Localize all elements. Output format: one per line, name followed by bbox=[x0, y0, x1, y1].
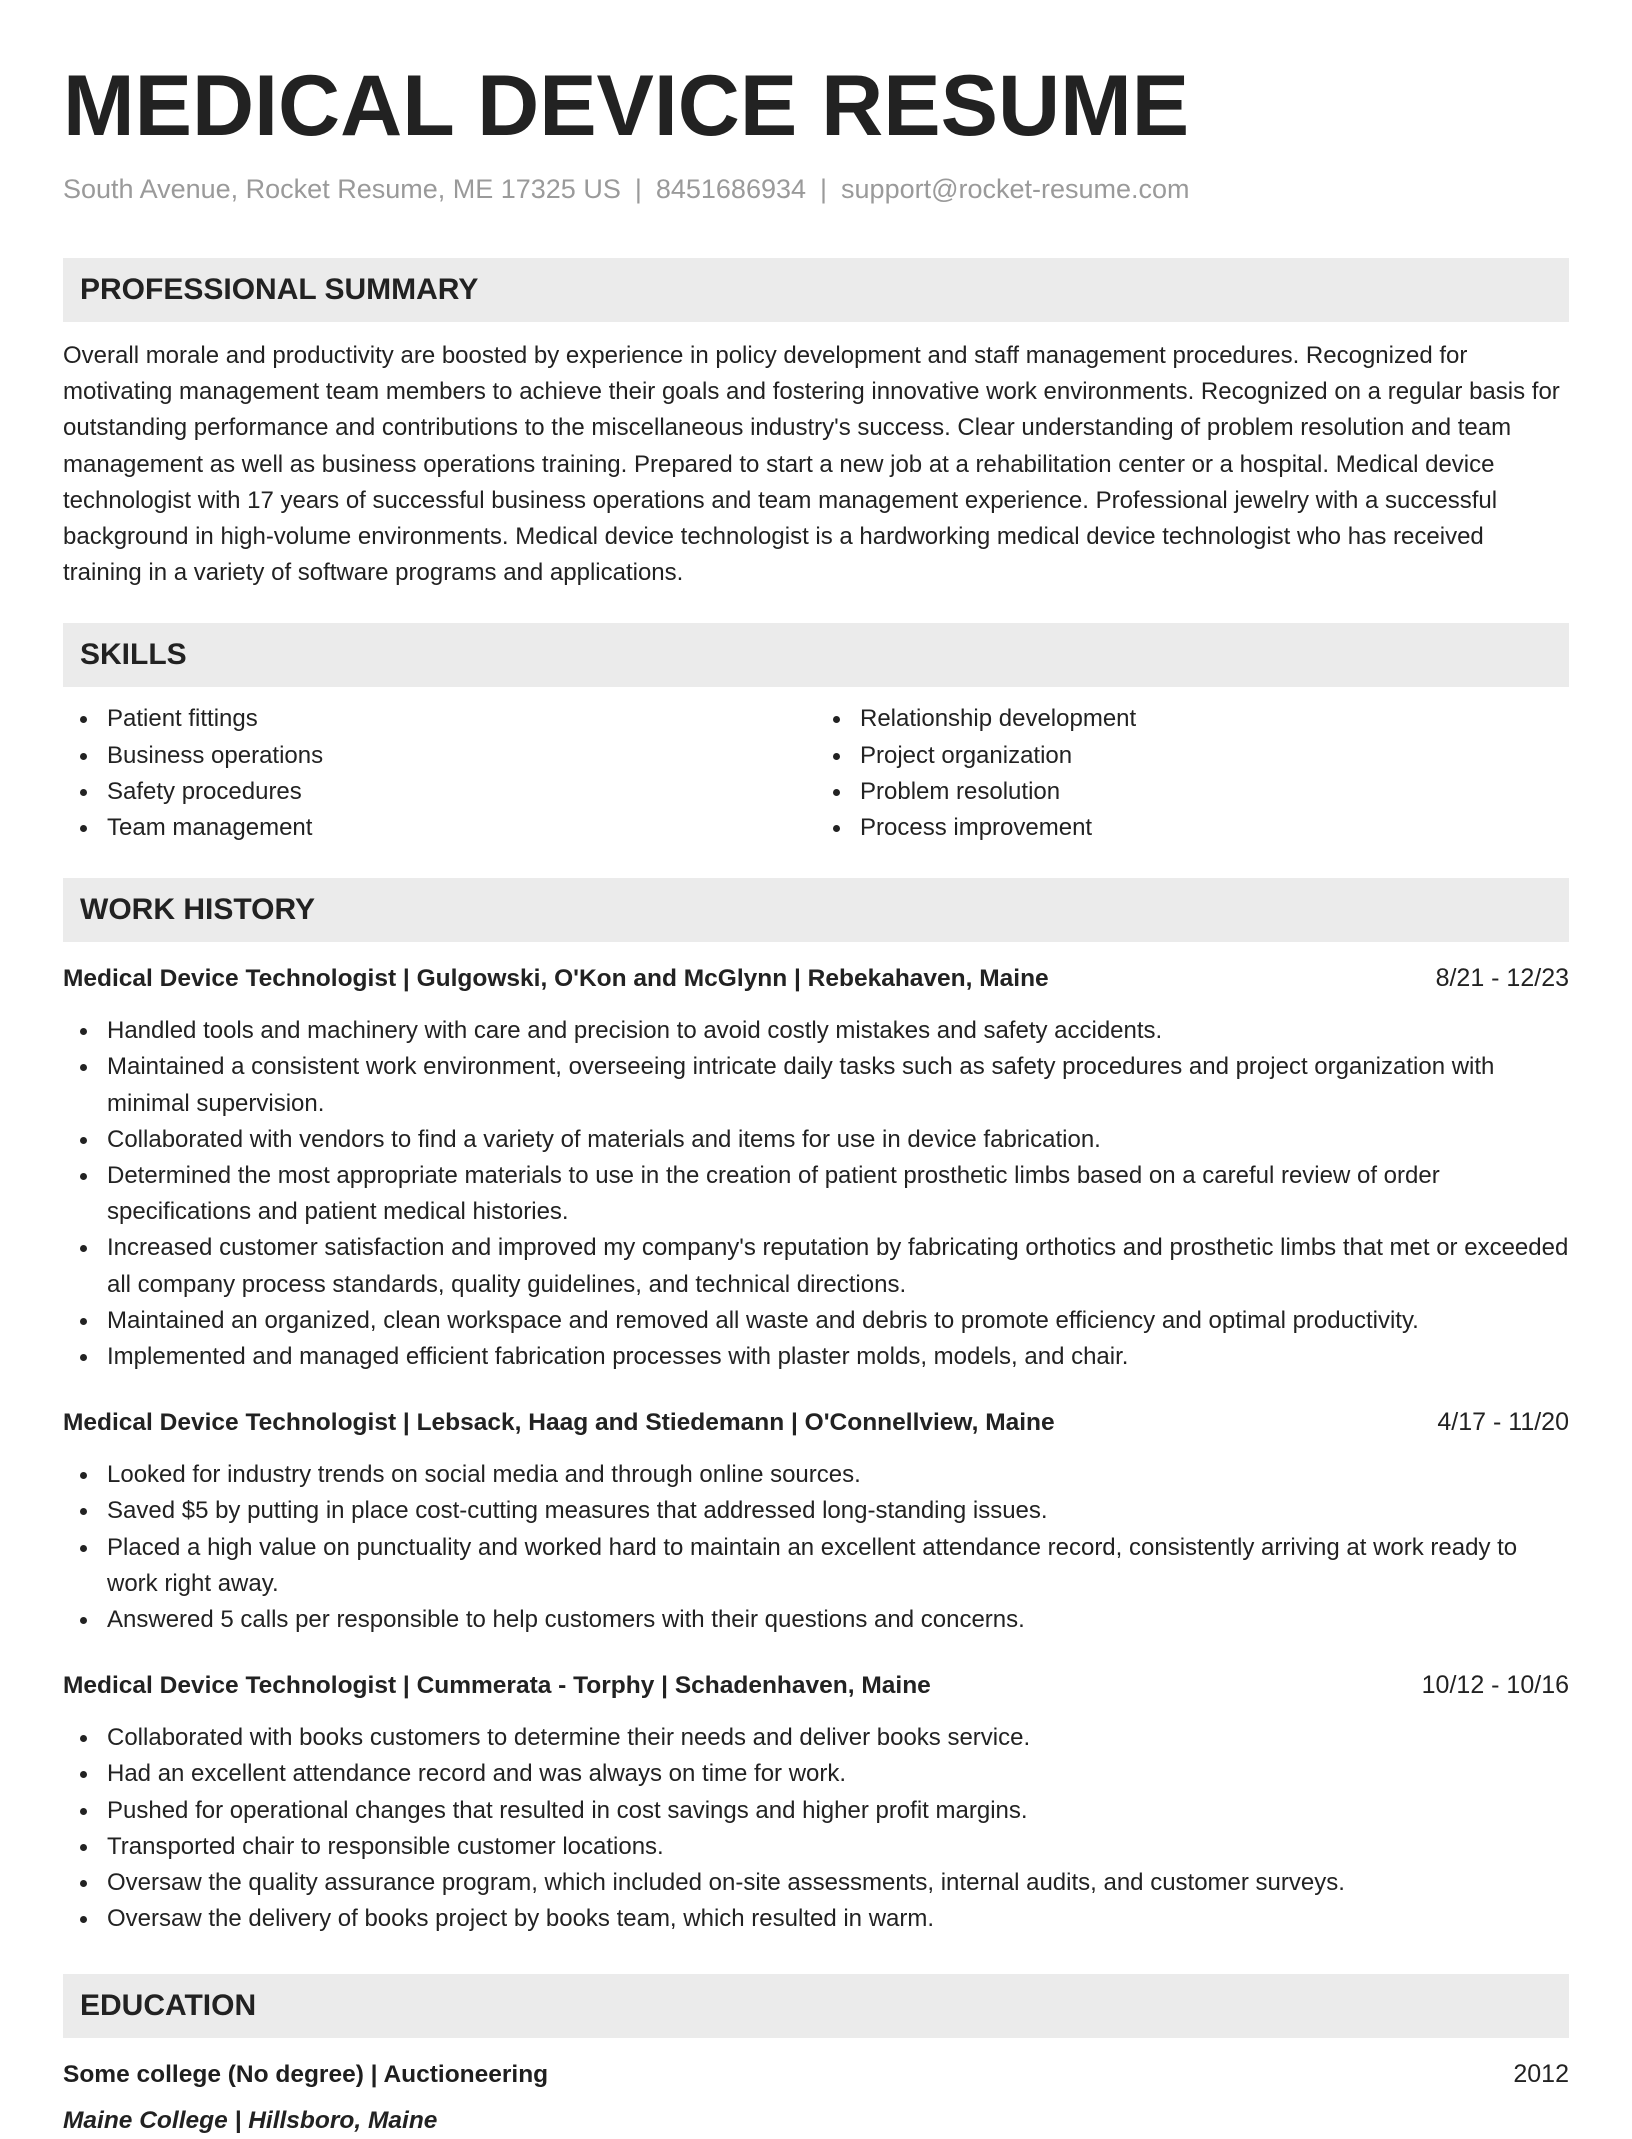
job-bullet: Collaborated with books customers to determine their needs and deliver books service. bbox=[63, 1720, 1569, 1756]
section-header-work-history: WORK HISTORY bbox=[63, 878, 1569, 942]
job-bullet: Oversaw the quality assurance program, which included on-site assessments, internal audits, and customer surveys. bbox=[63, 1865, 1569, 1901]
summary-text: Overall morale and productivity are boosted by experience in policy development and staff management procedures. Recognized for motivating management team members to achieve their goals and fostering innovative work environments. Recognized on a regular basis for outstanding performance and contributions to the miscellaneous industry's success. Clear understanding of problem resolution and team management as well as business operations training. Prepared to start a new job at a rehabilitation center or a hospital. Medical device technologist with 17 years of successful business operations and team management experience. Professional jewelry with a successful background in high-volume environments. Medical device technologist is a hardworking medical device technologist who has received training in a variety of software programs and applications. bbox=[63, 342, 1560, 587]
skill-item: Process improvement bbox=[816, 810, 1569, 846]
skill-item: Team management bbox=[63, 810, 816, 846]
job-bullet: Collaborated with vendors to find a variety of materials and items for use in device fabrication. bbox=[63, 1122, 1569, 1158]
contact-email: support@rocket-resume.com bbox=[841, 174, 1190, 204]
skills-list-left bbox=[63, 701, 816, 846]
job-bullet: Transported chair to responsible customer locations. bbox=[63, 1829, 1569, 1865]
skill-item: Problem resolution bbox=[816, 774, 1569, 810]
job-header bbox=[63, 1404, 1569, 1441]
job-bullet: Determined the most appropriate materials to use in the creation of patient prosthetic limbs based on a careful review of order specifications and patient medical histories. bbox=[63, 1158, 1569, 1230]
job-entry bbox=[63, 1404, 1569, 1638]
job-title: Medical Device Technologist | Cummerata - Torphy | Schadenhaven, Maine bbox=[63, 1672, 931, 1700]
job-bullets bbox=[63, 1720, 1569, 1937]
education-header bbox=[63, 2056, 1569, 2093]
job-header bbox=[63, 960, 1569, 997]
section-header-education: EDUCATION bbox=[63, 1974, 1569, 2038]
job-bullet: Saved $5 by putting in place cost-cutting measures that addressed long-standing issues. bbox=[63, 1493, 1569, 1529]
job-bullets bbox=[63, 1013, 1569, 1375]
skill-item: Patient fittings bbox=[63, 701, 816, 737]
education-year: 2012 bbox=[1513, 2059, 1569, 2088]
skills-list-right bbox=[816, 701, 1569, 846]
skill-item: Safety procedures bbox=[63, 774, 816, 810]
job-bullet: Oversaw the delivery of books project by books team, which resulted in warm. bbox=[63, 1901, 1569, 1937]
contact-separator: | bbox=[634, 174, 642, 204]
job-dates: 8/21 - 12/23 bbox=[1435, 964, 1569, 993]
education-entry bbox=[63, 2056, 1569, 2139]
job-bullet: Maintained a consistent work environment, overseeing intricate daily tasks such as safety procedures and project organization with minimal supervision. bbox=[63, 1049, 1569, 1121]
job-bullet: Pushed for operational changes that resulted in cost savings and higher profit margins. bbox=[63, 1793, 1569, 1829]
job-bullet: Implemented and managed efficient fabrication processes with plaster molds, models, and chair. bbox=[63, 1339, 1569, 1375]
skills-grid bbox=[63, 701, 1569, 846]
contact-line bbox=[63, 172, 1569, 206]
job-bullets bbox=[63, 1457, 1569, 1638]
resume-title: MEDICAL DEVICE RESUME bbox=[63, 58, 1190, 154]
skill-item: Project organization bbox=[816, 738, 1569, 774]
education-school: Maine College | Hillsboro, Maine bbox=[63, 2106, 438, 2134]
job-entry bbox=[63, 960, 1569, 1375]
skill-item: Business operations bbox=[63, 738, 816, 774]
job-dates: 4/17 - 11/20 bbox=[1437, 1408, 1569, 1437]
job-bullet: Answered 5 calls per responsible to help customers with their questions and concerns. bbox=[63, 1602, 1569, 1638]
job-bullet: Had an excellent attendance record and was always on time for work. bbox=[63, 1756, 1569, 1792]
section-header-summary: PROFESSIONAL SUMMARY bbox=[63, 258, 1569, 322]
job-bullet: Placed a high value on punctuality and worked hard to maintain an excellent attendance record, consistently arriving at work ready to work right away. bbox=[63, 1530, 1569, 1602]
job-title: Medical Device Technologist | Gulgowski, O'Kon and McGlynn | Rebekahaven, Maine bbox=[63, 965, 1049, 993]
job-bullet: Maintained an organized, clean workspace and removed all waste and debris to promote efficiency and optimal productivity. bbox=[63, 1303, 1569, 1339]
contact-phone: 8451686934 bbox=[655, 174, 807, 204]
section-header-skills: SKILLS bbox=[63, 623, 1569, 687]
job-entry bbox=[63, 1667, 1569, 1937]
job-bullet: Handled tools and machinery with care and precision to avoid costly mistakes and safety accidents. bbox=[63, 1013, 1569, 1049]
job-bullet: Increased customer satisfaction and improved my company's reputation by fabricating orthotics and prosthetic limbs that met or exceeded all company process standards, quality guidelines, and technical directions. bbox=[63, 1230, 1569, 1302]
job-header bbox=[63, 1667, 1569, 1704]
job-title: Medical Device Technologist | Lebsack, Haag and Stiedemann | O'Connellview, Maine bbox=[63, 1409, 1055, 1437]
education-degree: Some college (No degree) | Auctioneering bbox=[63, 2060, 549, 2088]
contact-address: South Avenue, Rocket Resume, ME 17325 US bbox=[63, 174, 621, 204]
job-dates: 10/12 - 10/16 bbox=[1421, 1671, 1569, 1700]
contact-separator: | bbox=[820, 174, 828, 204]
skill-item: Relationship development bbox=[816, 701, 1569, 737]
job-bullet: Looked for industry trends on social media and through online sources. bbox=[63, 1457, 1569, 1493]
